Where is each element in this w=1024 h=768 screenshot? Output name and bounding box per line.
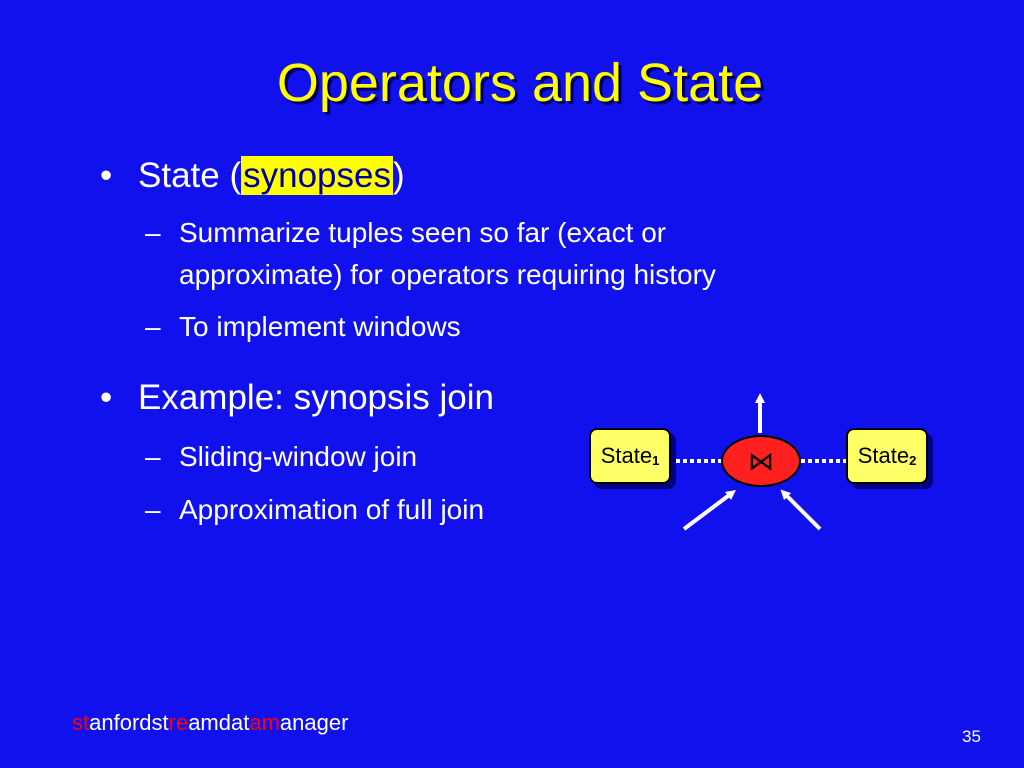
subitem-dash: – [145,217,161,248]
subitem-text: Sliding-window join [179,441,418,472]
subitem-dash: – [145,311,161,342]
footer-part: re [168,710,189,735]
subitem-text-line1: Summarize tuples seen so far (exact or [179,217,667,248]
subitem-text: Approximation of full join [179,494,485,525]
subitem-dash: – [145,441,161,472]
state1-box [589,428,671,484]
state2-box [846,428,928,484]
footer-part: anager [279,710,349,735]
state1-label: State [600,443,653,468]
bullet-text: Example: synopsis join [138,378,494,417]
join-icon: ⋈ [748,445,774,476]
footer-part: st [72,710,90,735]
bullet-text [138,156,405,196]
join-operator [721,435,801,487]
input-arrow-right [784,493,820,529]
highlighted-term: synopses [243,156,391,195]
subitem-dash: – [145,494,161,525]
subitem-text: To implement windows [179,311,461,342]
page-number: 35 [962,727,981,746]
state1-subscript: 1 [652,452,660,468]
input-arrow-left [684,493,732,529]
footer-part: am [249,710,280,735]
footer-part: anfordst [89,710,169,735]
bullet-dot: • [100,156,113,195]
subitem-text-line2: approximate) for operators requiring history [179,259,716,290]
bullet-suffix: ) [392,156,405,195]
footer-part: amdat [188,710,250,735]
bullet-prefix: State ( [138,156,242,195]
slide-title: Operators and State [276,53,764,113]
bullet-dot: • [100,378,113,417]
state2-label: State [857,443,910,468]
state2-subscript: 2 [909,452,917,468]
footer-logo-text [72,710,348,736]
